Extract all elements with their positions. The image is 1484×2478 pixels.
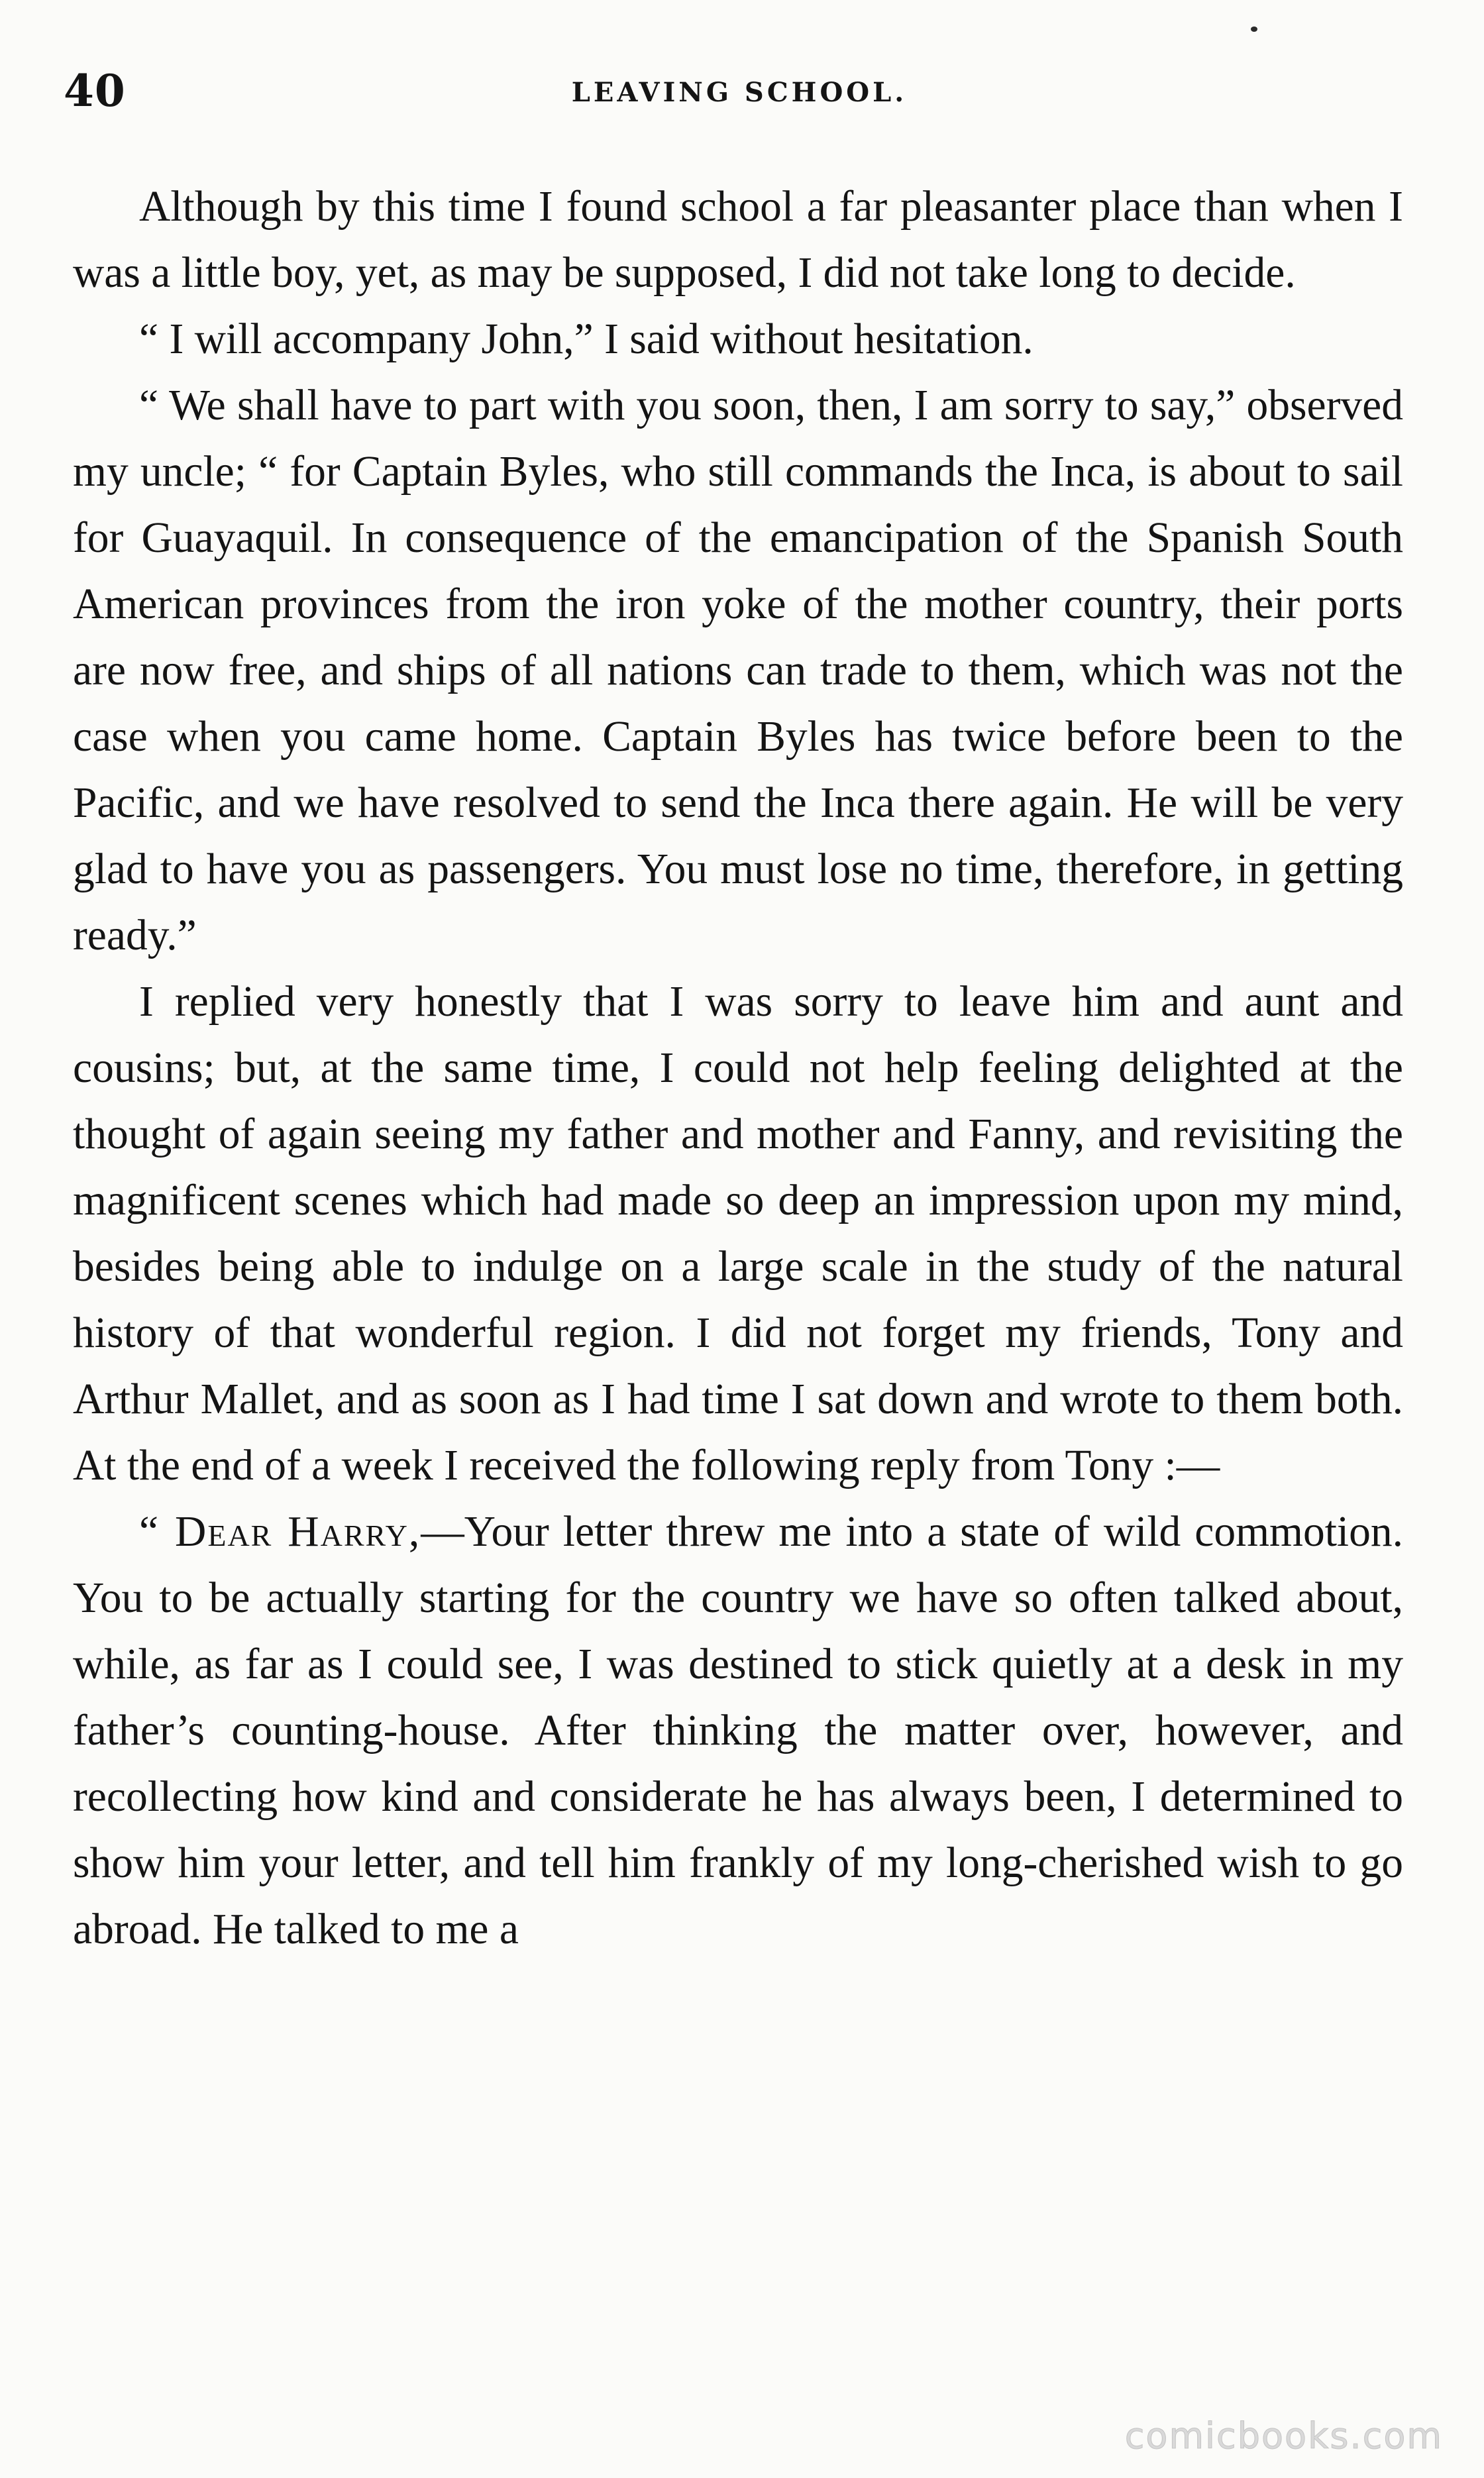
paragraph [73,372,1403,969]
paragraph [73,174,1403,306]
page-number: 40 [64,65,126,117]
body-text [73,174,1403,1963]
running-title: LEAVING SCHOOL. [571,77,908,108]
paragraph-text: —Your letter threw me into a state of wild commotion. You to be actually starting for the country we have so often talked about, while, as far as I could see, I was destined to stick quietly at a desk in my father’s counting-house. After thinking the matter over, however, and recollecting how kind and considerate he has always been, I determined to show him your letter, and tell him frankly of my long-cherished wish to go abroad. He talked to me a [73,1508,1403,1953]
ink-speck [1251,27,1257,32]
paragraph-text: I replied very honestly that I was sorry to leave him and aunt and cousins; but, at the same time, I could not help feeling delighted at the thought of again seeing my father and mother and Fanny, and revisiting the magnificent scenes which had made so deep an impression upon my mind, besides being able to indulge on a large scale in the study of the natural history of that wonderful region. I did not forget my friends, Tony and Arthur Mallet, and as soon as I had time I sat down and wrote to them both. At the end of a week I received the following reply from Tony :— [73,978,1403,1489]
running-head [64,61,1415,121]
paragraph-text: “ We shall have to part with you soon, then, I am sorry to say,” observed my uncle; “ for Captain Byles, who still commands the Inca, is about to sail for Guayaquil. In consequence of the emancipation of the Spanish South American provinces from the iron yoke of the mother country, their ports are now free, and ships of all nations can trade to them, which was not the case when you came home. Captain Byles has twice before been to the Pacific, and we have resolved to send the Inca there again. He will be very glad to have you as passengers. You must lose no time, therefore, in getting ready.” [73,382,1403,959]
paragraph-text: “ I will accompany John,” I said without hesitation. [139,315,1034,363]
paragraph-text: Although by this time I found school a far pleasanter place than when I was a little boy, yet, as may be supposed, I did not take long to decide. [73,183,1403,297]
paragraph [73,1499,1403,1963]
site-watermark: comicbooks.com [1124,2415,1443,2457]
letter-salutation: “ Dear Harry, [139,1508,421,1556]
paragraph [73,969,1403,1499]
paragraph [73,306,1403,372]
